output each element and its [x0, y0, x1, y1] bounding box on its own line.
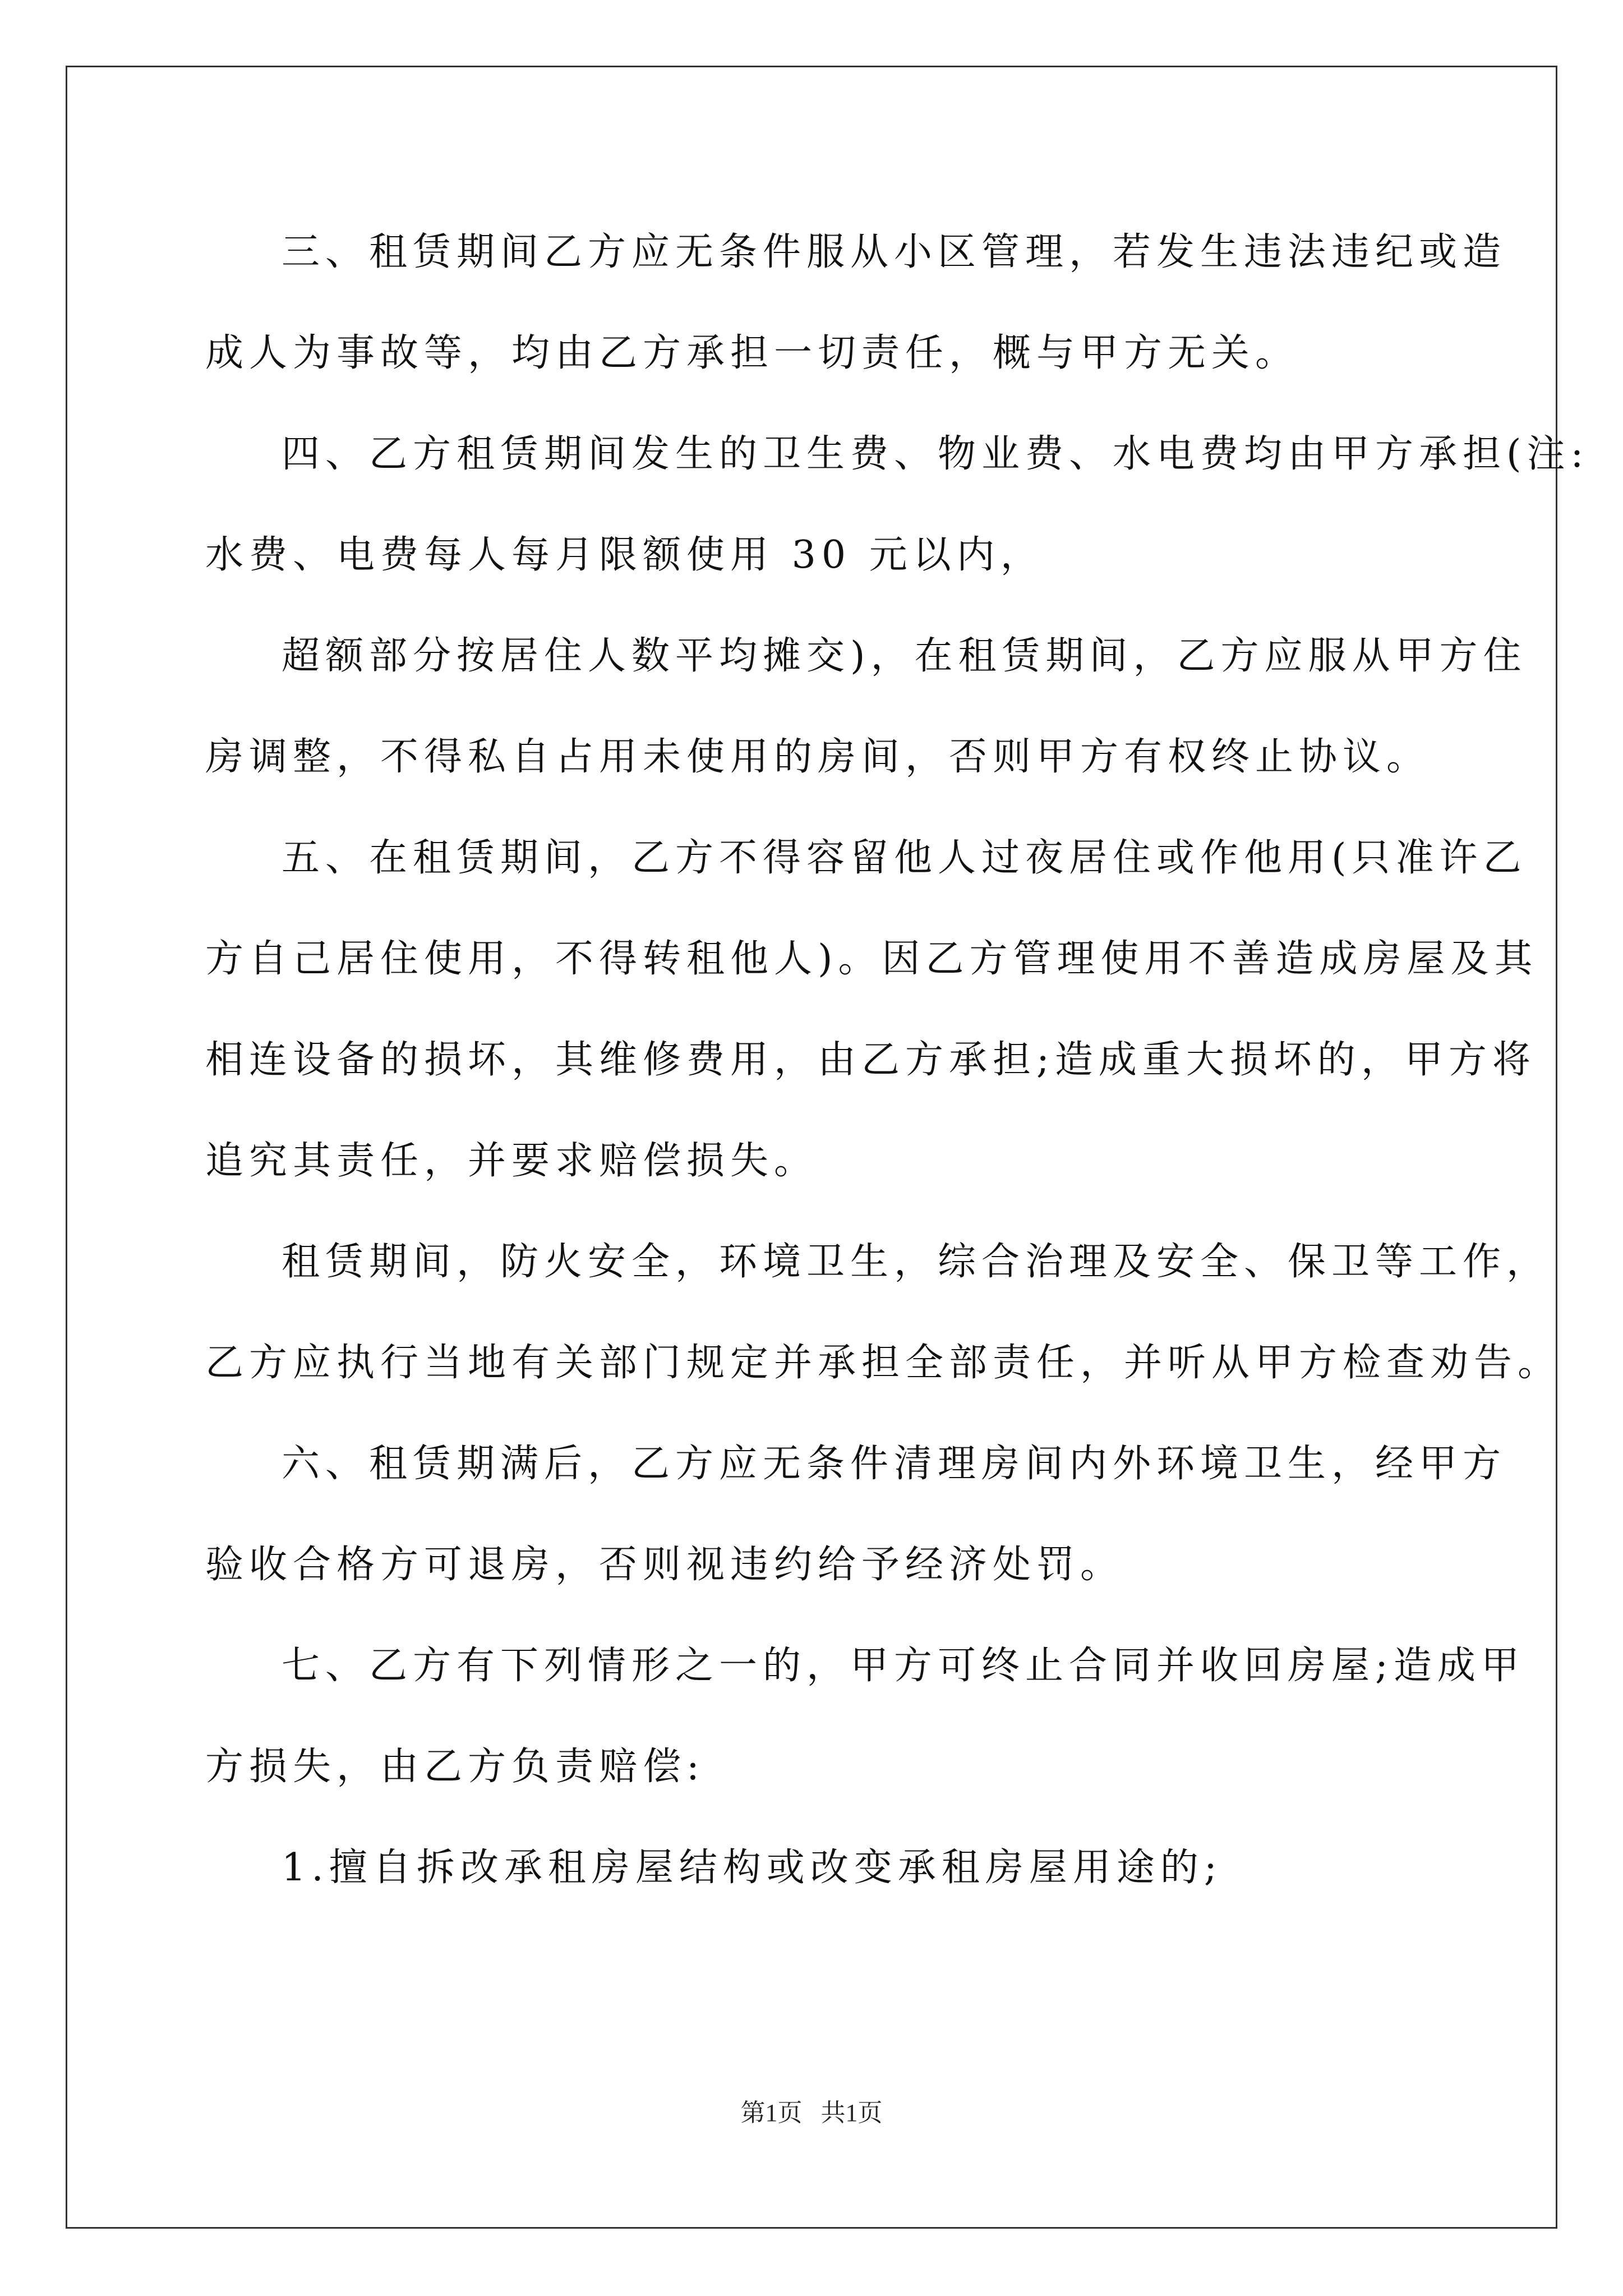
paragraph-line: 租赁期间，防火安全，环境卫生，综合治理及安全、保卫等工作， — [282, 1240, 1551, 1284]
paragraph-line: 追究其责任，并要求赔偿损失。 — [205, 1139, 818, 1183]
paragraph-line: 六、租赁期满后，乙方应无条件清理房间内外环境卫生，经甲方 — [282, 1442, 1507, 1486]
paragraph-line: 方自己居住使用，不得转租他人)。因乙方管理使用不善造成房屋及其 — [205, 937, 1538, 981]
paragraph-line: 七、乙方有下列情形之一的，甲方可终止合同并收回房屋;造成甲 — [282, 1644, 1525, 1688]
paragraph-line: 五、在租赁期间，乙方不得容留他人过夜居住或作他用(只准许乙 — [282, 836, 1527, 880]
paragraph-line: 乙方应执行当地有关部门规定并承担全部责任，并听从甲方检查劝告。 — [205, 1341, 1562, 1385]
paragraph-line: 相连设备的损坏，其维修费用，由乙方承担;造成重大损坏的，甲方将 — [205, 1038, 1536, 1082]
paragraph-line: 成人为事故等，均由乙方承担一切责任，概与甲方无关。 — [205, 331, 1299, 375]
paragraph-line: 验收合格方可退房，否则视违约给予经济处罚。 — [205, 1543, 1124, 1587]
paragraph-line: 1.擅自拆改承租房屋结构或改变承租房屋用途的; — [282, 1846, 1223, 1890]
paragraph-line: 超额部分按居住人数平均摊交)，在租赁期间，乙方应服从甲方住 — [282, 634, 1527, 678]
paragraph-line: 四、乙方租赁期间发生的卫生费、物业费、水电费均由甲方承担(注: — [282, 432, 1589, 476]
page-number-footer: 第1页 共1页 — [740, 2099, 883, 2127]
paragraph-line: 方损失，由乙方负责赔偿: — [205, 1745, 705, 1789]
paragraph-line: 水费、电费每人每月限额使用 30 元以内， — [205, 533, 1044, 577]
paragraph-line: 房调整，不得私自占用未使用的房间，否则甲方有权终止协议。 — [205, 735, 1431, 779]
paragraph-line: 三、租赁期间乙方应无条件服从小区管理，若发生违法违纪或造 — [282, 230, 1507, 274]
